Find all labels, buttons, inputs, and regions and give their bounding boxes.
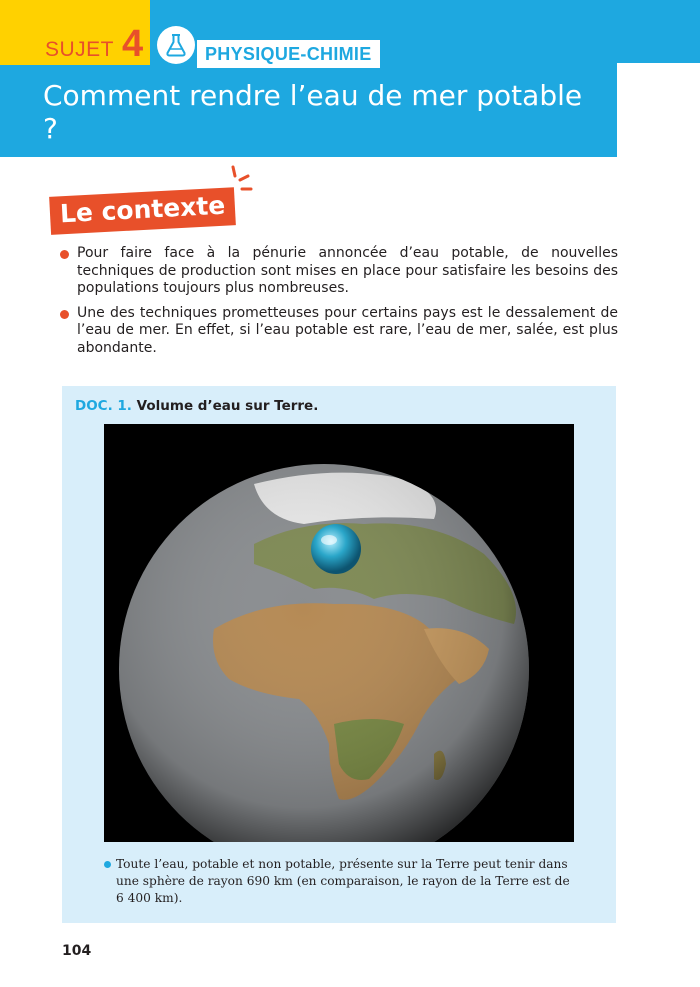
page-number: 104 xyxy=(62,943,92,959)
document-heading xyxy=(75,398,318,414)
document-box xyxy=(62,386,616,923)
sujet-label xyxy=(45,25,143,63)
sparks-decoration xyxy=(225,165,255,195)
document-title: Volume d’eau sur Terre. xyxy=(136,398,319,414)
earth-photo xyxy=(104,424,574,842)
sujet-number: 4 xyxy=(122,23,144,65)
context-bullet: Pour faire face à la pénurie annoncée d’eau potable, de nouvelles techniques de production sont mises en place pour satisfaire les besoins des populations toujours plus nombreuses. xyxy=(60,245,618,298)
document-caption: Toute l’eau, potable et non potable, présente sur la Terre peut tenir dans une sphère de rayon 690 km (en comparaison, le rayon de la Terre est de 6 400 km). xyxy=(104,856,574,907)
subject-label: PHYSIQUE-CHIMIE xyxy=(197,40,380,68)
document-label: DOC. 1. xyxy=(75,398,132,414)
page-title: Comment rendre l’eau de mer potable ? xyxy=(43,79,583,145)
context-list xyxy=(60,245,618,364)
sujet-word: SUJET xyxy=(45,38,115,61)
context-badge: Le contexte xyxy=(49,187,236,235)
context-bullet: Une des techniques prometteuses pour certains pays est le dessalement de l’eau de mer. En effet, si l’eau potable est rare, l’eau de mer, salée, est plus abondante. xyxy=(60,305,618,358)
flask-icon xyxy=(157,26,195,64)
header-white-notch xyxy=(617,63,700,157)
